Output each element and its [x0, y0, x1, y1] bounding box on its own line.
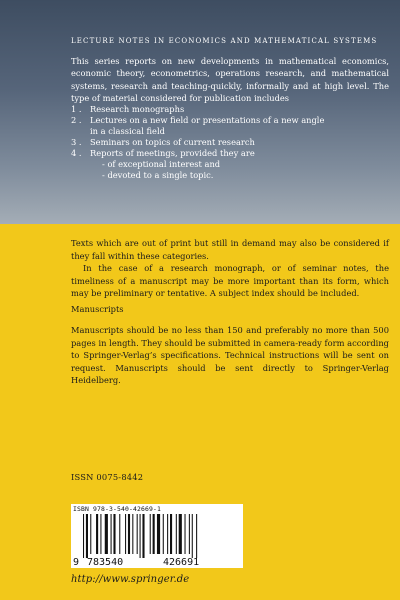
- manuscripts-paragraph: Manuscripts should be no less than 150 and preferably no more than 500 pages in length. They should be submitted in camera-ready form according to Springer-Verlag’s specifications. Technical instructions will be sent on request. Manuscripts should be sent directly to Springer-Verlag Heidelberg.: [71, 325, 389, 385]
- barcode-bar: [179, 514, 182, 554]
- timeliness-text: In the case of a research monograph, or of seminar notes, the timeliness of a manuscript may be more important than its form, which may be preliminary or tentative. A subject index should be included.: [71, 263, 389, 298]
- isbn-label: ISBN 978-3-540-42669-1: [73, 505, 161, 513]
- barcode-bar: [132, 514, 133, 554]
- barcode-bar: [90, 514, 91, 554]
- barcode-bar: [137, 514, 138, 554]
- barcode-bar: [140, 514, 141, 558]
- barcode-bar: [142, 514, 144, 558]
- list-item-text: Lectures on a new field or presentations of a new angle: [90, 115, 325, 125]
- material-list: [71, 104, 389, 181]
- series-description: This series reports on new developments in mathematical economics, economic theory, econometrics, operations research, and mathematical systems, research and teaching-quickly, informally and at high level. The type of material considered for publication includes: [71, 56, 389, 104]
- list-item-text: Reports of meetings, provided they are: [90, 148, 255, 158]
- barcode-bar: [100, 514, 101, 554]
- list-item-text: Seminars on topics of current research: [90, 137, 255, 147]
- barcode-bar: [196, 514, 197, 558]
- barcode-bar: [125, 514, 126, 554]
- list-item-text: Research monographs: [90, 104, 185, 114]
- list-item: [71, 115, 389, 137]
- barcode-bar: [119, 514, 120, 554]
- list-item: [71, 148, 389, 181]
- out-of-print-text: Texts which are out of print but still in demand may also be considered if they fall within these categories.: [71, 238, 389, 261]
- list-item: [71, 104, 389, 115]
- barcode-bar: [167, 514, 168, 554]
- list-number: 2 .: [71, 115, 82, 125]
- barcode-bar: [185, 514, 186, 554]
- barcode-bar: [189, 514, 190, 554]
- barcode-bar: [163, 514, 164, 554]
- barcode-digit-group: 9: [73, 557, 80, 568]
- list-subitem: - of exceptional interest and: [102, 159, 221, 169]
- barcode-bar: [105, 514, 108, 554]
- barcode-bar: [170, 514, 172, 554]
- list-subitem: - devoted to a single topic.: [102, 170, 214, 180]
- barcode-digit-group: 426691: [163, 557, 200, 568]
- barcode-bar: [113, 514, 115, 554]
- barcode-bar: [153, 514, 155, 554]
- barcode-digit-group: 783540: [87, 557, 124, 568]
- list-item-text: in a classical field: [90, 126, 165, 136]
- list-item: [71, 137, 389, 148]
- barcode-bar: [150, 514, 151, 554]
- out-of-print-paragraph: [71, 237, 389, 300]
- series-title: LECTURE NOTES IN ECONOMICS AND MATHEMATICAL SYSTEMS: [71, 37, 378, 45]
- barcode-bars: [71, 514, 243, 558]
- list-number: 1 .: [71, 104, 82, 114]
- barcode-bar: [192, 514, 193, 558]
- barcode-bar: [86, 514, 88, 558]
- barcode-bar: [96, 514, 98, 554]
- list-number: 4 .: [71, 148, 82, 158]
- publisher-url[interactable]: http://www.springer.de: [71, 574, 190, 585]
- barcode-bar: [83, 514, 84, 558]
- barcode-bar: [111, 514, 112, 554]
- barcode-bar: [128, 514, 130, 554]
- isbn-barcode: [71, 504, 243, 568]
- manuscripts-heading: Manuscripts: [71, 304, 124, 314]
- barcode-bar: [176, 514, 177, 554]
- cover-top-band: [0, 0, 400, 224]
- list-number: 3 .: [71, 137, 82, 147]
- issn-label: ISSN 0075-8442: [71, 472, 144, 482]
- barcode-bar: [157, 514, 160, 554]
